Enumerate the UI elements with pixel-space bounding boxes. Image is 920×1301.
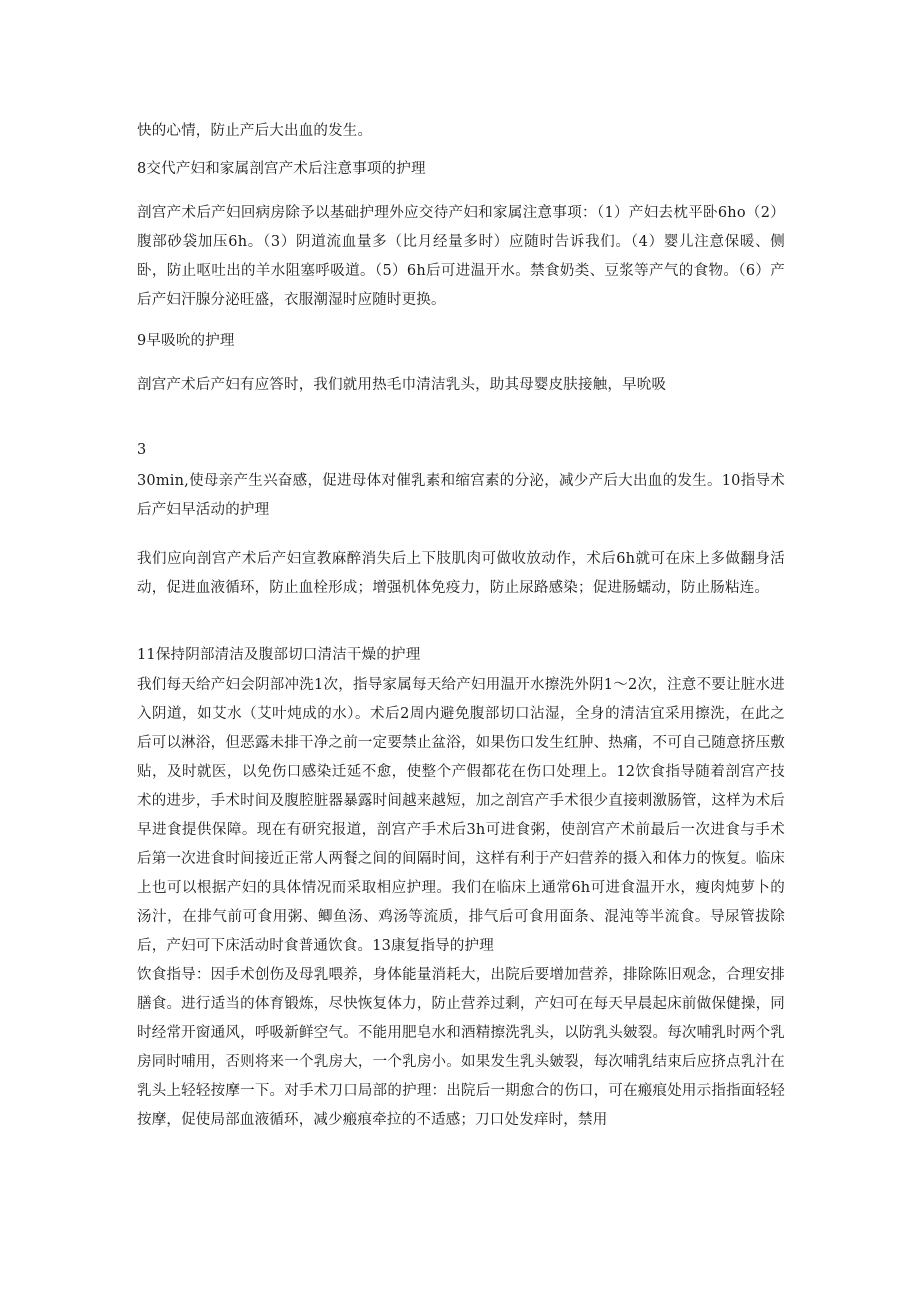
paragraph-section-13: 饮食指导：因手术创伤及母乳喂养，身体能量消耗大，出院后要增加营养，排除陈旧观念，合理安排膳食。进行适当的体育锻炼，尽快恢复体力，防止营养过剩，产妇可在每天早晨起床前做保健操，同时经常开窗通风，呼吸新鲜空气。不能用肥皂水和酒精擦洗乳头，以防乳头皴裂。每次哺乳时两个乳房同时哺用，否则将来一个乳房大，一个乳房小。如果发生乳头皴裂，每次哺乳结束后应挤点乳汁在乳头上轻轻按摩一下。对手术刀口局部的护理：出院后一期愈合的伤口，可在瘢痕处用示指指面轻轻按摩，促使局部血液循环，减少瘢痕牵拉的不适感；刀口处发痒时，禁用: [137, 967, 785, 1128]
paragraph-section-9: 剖宫产术后产妇有应答时，我们就用热毛巾清洁乳头，助其母婴皮肤接触，早吮吸: [137, 377, 667, 393]
paragraph-section-8: 剖宫产术后产妇回病房除予以基础护理外应交待产妇和家属注意事项：（1）产妇去枕平卧6ho（2）腹部砂袋加压6h。（3）阴道流血量多（比月经量多时）应随时告诉我们。（4）婴儿注意保暖、侧卧，防止呕吐出的羊水阻塞呼吸道。（5）6h后可进温开水。禁食奶类、豆浆等产气的食物。（6）产后产妇汗腺分泌旺盛，衣服潮湿时应随时更换。: [137, 205, 785, 308]
paragraph-section-11-12: 我们每天给产妇会阴部冲洗1次，指导家属每天给产妇用温开水擦洗外阴1～2次，注意不要让脏水进入阴道，如艾水（艾叶炖成的水）。术后2周内避免腹部切口沾湿，全身的清洁宜采用擦洗，在此之后可以淋浴，但恶露未排干净之前一定要禁止盆浴，如果伤口发生红肿、热痛，不可自己随意挤压敷贴，及时就医，以免伤口感染迁延不愈，使整个产假都花在伤口处理上。12饮食指导随着剖宫产技术的进步，手术时间及腹腔脏器暴露时间越来越短，加之剖宫产手术很少直接刺激肠管，这样为术后早进食提供保障。现在有研究报道，剖宫产手术后3h可进食粥，使剖宫产术前最后一次进食与手术后第一次进食时间接近正常人两餐之间的间隔时间，这样有利于产妇营养的摄入和体力的恢复。临床上也可以根据产妇的具体情况而采取相应护理。我们在临床上通常6h可进食温开水，瘦肉炖萝卜的汤汁，在排气前可食用粥、鲫鱼汤、鸡汤等流质，排气后可食用面条、混沌等半流食。导尿管拔除后，产妇可下床活动时食普通饮食。13康复指导的护理: [137, 677, 785, 954]
page-number: 3: [137, 442, 147, 458]
paragraph-section-10: 我们应向剖宫产术后产妇宣教麻醉消失后上下肢肌肉可做收放动作，术后6h就可在床上多做翻身活动，促进血液循环，防止血栓形成；增强机体免疫力，防止尿路感染；促进肠蠕动，防止肠粘连。: [137, 551, 785, 596]
paragraph-continuation-top: 快的心情，防止产后大出血的发生。: [137, 123, 373, 139]
section-heading-9: 9早吸吮的护理: [137, 333, 235, 349]
paragraph-section-9-continued: 30min,使母亲产生兴奋感，促进母体对催乳素和缩宫素的分泌，减少产后大出血的发生。10指导术后产妇早活动的护理: [137, 473, 785, 518]
section-heading-8: 8交代产妇和家属剖宫产术后注意事项的护理: [137, 161, 426, 177]
section-heading-11: 11保持阴部清洁及腹部切口清洁干燥的护理: [137, 647, 421, 663]
